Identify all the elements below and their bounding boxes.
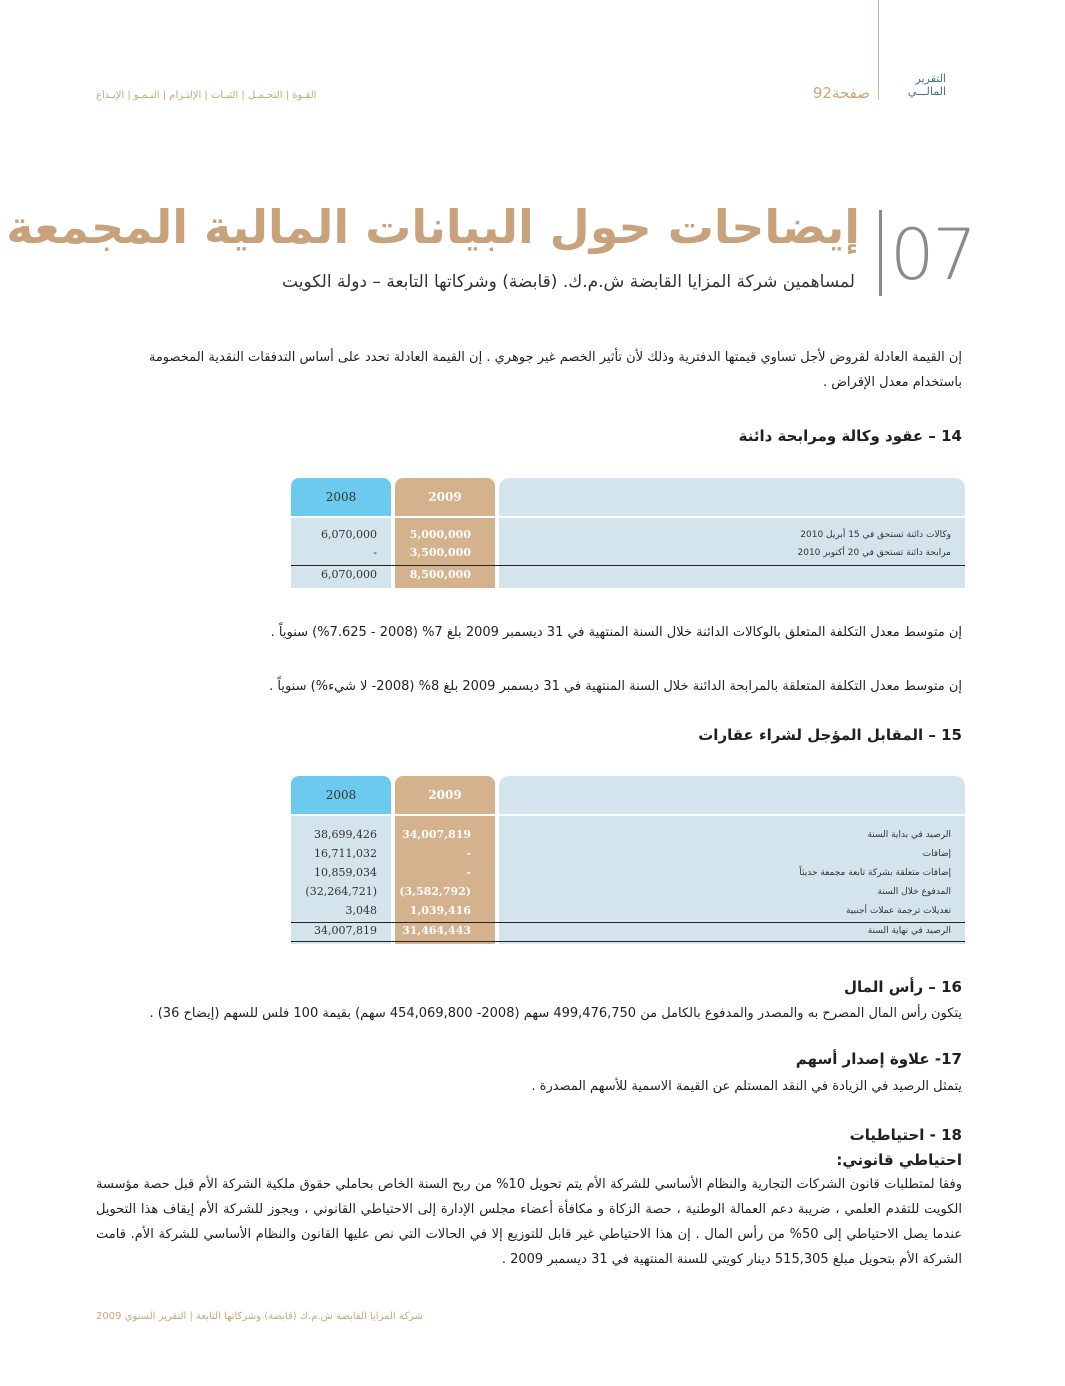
- table-row-label: تعديلات ترجمة عملات أجنبية: [845, 906, 951, 916]
- note15-heading: 15 – المقابل المؤجل لشراء عقارات: [698, 726, 962, 744]
- page-subtitle: لمساهمين شركة المزايا القابضة ش.م.ك. (قابضة) وشركاتها التابعة – دولة الكويت: [282, 272, 855, 292]
- table-cell-2009: -: [466, 866, 471, 879]
- table-cell-2008: 16,711,032: [314, 847, 377, 860]
- table-row-label: وكالات دائنة تستحق في 15 أبريل 2010: [800, 530, 951, 540]
- table-cell-2008: (32,264,721): [305, 885, 377, 898]
- note14-paragraph-2: إن متوسط معدل التكلفة المتعلقة بالمرابحة الدائنة خلال السنة المنتهية في 31 ديسمبر 2009 بلغ 8% (2008- لا شيء%) سنوياً .: [269, 679, 962, 694]
- note18-subheading: احتياطي قانوني:: [836, 1151, 962, 1169]
- table-cell-2009: 3,500,000: [409, 546, 471, 559]
- page-title: إيضاحات حول البيانات المالية المجمعة: [6, 200, 860, 254]
- table-row-label: المدفوع خلال السنة: [877, 887, 951, 897]
- note16-text: يتكون رأس المال المصرح به والمصدر والمدفوع بالكامل من 499,476,750 سهم (2008- 454,069,800 سهم) بقيمة 100 فلس للسهم (إيضاح 36) .: [149, 1006, 962, 1021]
- page-label: صفحة: [831, 84, 870, 102]
- note16-heading: 16 – رأس المال: [844, 978, 962, 996]
- total-2008: 34,007,819: [314, 924, 377, 937]
- table-row-label: إضافات: [922, 849, 951, 859]
- table-cell-2008: 10,859,034: [314, 866, 377, 879]
- table-cell-2009: 1,039,416: [409, 904, 471, 917]
- col-header-2009: 2009: [395, 478, 495, 516]
- table-row-label: مرابحة دائنة تستحق في 20 أكتوبر 2010: [797, 548, 951, 558]
- table-header-label-cell: [499, 478, 965, 516]
- total-2009: 31,464,443: [402, 924, 471, 937]
- table-row-label: إضافات متعلقة بشركة تابعة مجمعة حديثاً: [799, 868, 951, 878]
- note17-text: يتمثل الرصيد في الزيادة في النقد المستلم عن القيمة الاسمية للأسهم المصدرة .: [531, 1079, 962, 1094]
- values-strip: القـوة | التحـمـل | الثبـات | الإلتـزام | النـمـو | الإبـداع: [96, 90, 317, 101]
- col-header-2008: 2008: [291, 478, 391, 516]
- table-header-label-cell: [499, 776, 965, 814]
- section-number: 07: [890, 214, 976, 296]
- table-cell-2008: 3,048: [345, 904, 377, 917]
- total-2008: 6,070,000: [321, 568, 377, 581]
- total-2009: 8,500,000: [409, 568, 471, 581]
- page-footer: شركة المزايا القابضة ش.م.ك (قابضة) وشركاتها التابعة | التقرير السنوي 2009: [96, 1311, 423, 1322]
- report-label-line2: المالـــي: [907, 85, 946, 98]
- total-rule: [291, 565, 965, 566]
- table-row-label: الرصيد في بداية السنة: [867, 830, 951, 840]
- page-indicator: [790, 84, 870, 102]
- note18-heading: 18 - احتياطيات: [849, 1126, 962, 1144]
- total-label: الرصيد في نهاية السنة: [867, 926, 951, 936]
- total-rule-bottom: [291, 941, 965, 942]
- table-cell-2009: -: [466, 847, 471, 860]
- page-number: 92: [812, 84, 832, 102]
- note18-text: وفقا لمتطلبات قانون الشركات التجارية والنظام الأساسي للشركة الأم يتم تحويل 10% من ربح السنة الخاص بحاملي حقوق ملكية الشركة الأم قبل حصة مؤسسة الكويت للتقدم العلمي ، ضريبة دعم العمالة الوطنية ، حصة الزكاة و مكافأة أعضاء مجلس الإدارة إلى الاحتياطي القانوني ، ويجوز للشركة الأم إيقاف هذا التحويل عندما يصل الاحتياطي إلى 50% من رأس المال . إن هذا الاحتياطي غير قابل للتوزيع إلا في الحالات التي نص عليها القانون والنظام الأساسي للشركة الأم. قامت الشركة الأم بتحويل مبلغ 515,305 دينار كويتي للسنة المنتهية في 31 ديسمبر 2009 .: [96, 1177, 962, 1267]
- intro-paragraph: إن القيمة العادلة لقروض لأجل تساوي قيمتها الدفترية وذلك لأن تأثير الخصم غير جوهري . إن القيمة العادلة تحدد على أساس التدفقات النقدية المخصومة باستخدام معدل الإقراض .: [148, 350, 962, 390]
- note14-heading: 14 – عقود وكالة ومرابحة دائنة: [738, 427, 962, 445]
- note14-paragraph-1: إن متوسط معدل التكلفة المتعلق بالوكالات الدائنة خلال السنة المنتهية في 31 ديسمبر 2009 بلغ 7% (2008 - 7.625%) سنوياً .: [270, 625, 962, 640]
- table-cell-2008: 6,070,000: [321, 528, 377, 541]
- table-cell-2008: 38,699,426: [314, 828, 377, 841]
- col-header-2008: 2008: [291, 776, 391, 814]
- table-cell-2009: 5,000,000: [409, 528, 471, 541]
- note14-table: [291, 478, 965, 588]
- header-divider: [878, 0, 879, 100]
- note15-table: [291, 776, 965, 944]
- col-header-2009: 2009: [395, 776, 495, 814]
- table-cell-2009: (3,582,792): [399, 885, 471, 898]
- section-bar: [879, 210, 882, 296]
- note17-heading: 17- علاوة إصدار أسهم: [795, 1050, 962, 1068]
- report-label: [886, 72, 946, 98]
- table-cell-2009: 34,007,819: [402, 828, 471, 841]
- table-cell-2008: -: [373, 546, 377, 559]
- report-label-line1: التقرير: [915, 72, 946, 85]
